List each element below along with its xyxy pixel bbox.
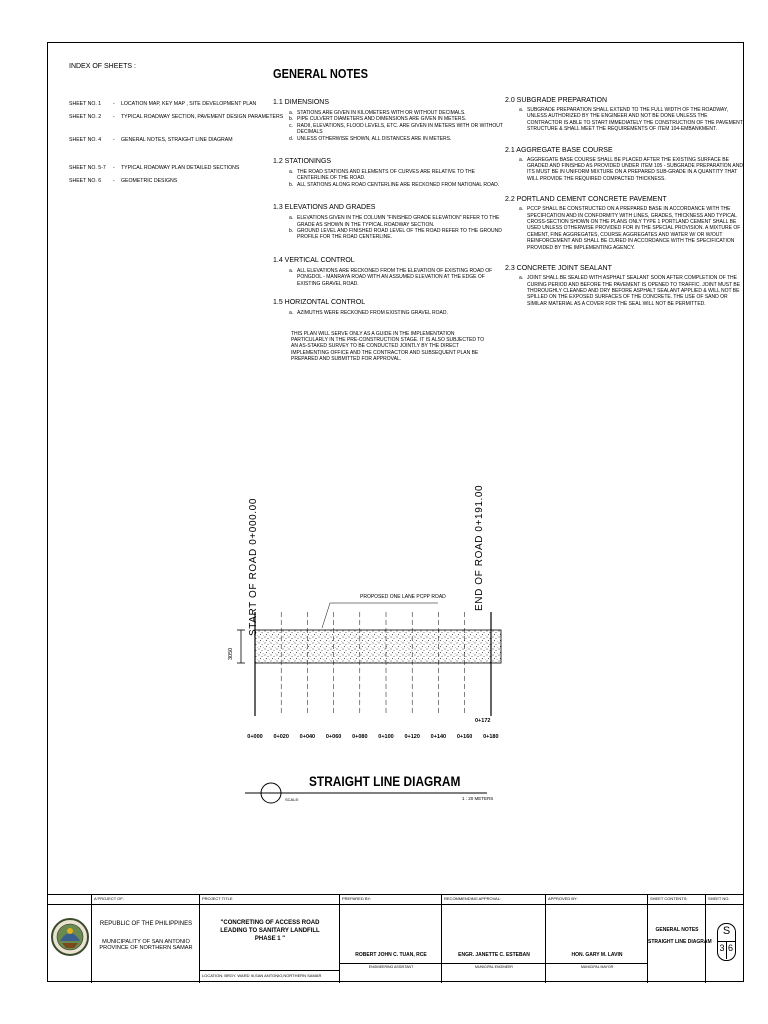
note-item-text: UNLESS OTHERWISE SHOWN, ALL DISTANCES ARE IN METERS. [297, 135, 452, 142]
approved-name: HON. GARY M. LAVIN [571, 952, 623, 958]
note-item-letter: a. [519, 156, 524, 163]
project-of-cell [91, 895, 200, 983]
approved-role: MUNICIPAL MAYOR [580, 965, 614, 969]
index-description: TYPICAL ROADWAY PLAN DETAILED SECTIONS [121, 165, 240, 171]
note-item-text: GROUND LEVEL AND FINISHED ROAD LEVEL OF THE ROAD REFER TO THE GROUND PROFILE FOR THE ROAD CENTERLINE. [297, 228, 502, 241]
index-dash: - [113, 101, 115, 107]
index-dash: - [113, 165, 115, 171]
note-item-letter: a. [289, 310, 294, 317]
note-item-letter: a. [289, 169, 294, 176]
note-item-letter: a. [289, 110, 294, 116]
project-title: "CONCRETING OF ACCESS ROAD LEADING TO SANITARY LANDFILL PHASE 1 " [220, 920, 320, 942]
general-notes-title: GENERAL NOTES [273, 66, 368, 81]
start-of-road-label-wrap [228, 486, 268, 636]
index-sheet-number: SHEET NO. 4 [69, 137, 102, 143]
pccp-heading: 2.2 PORTLAND CEMENT CONCRETE PAVEMENT [505, 196, 667, 204]
note-item-letter: c. [289, 122, 293, 129]
note-item-letter: a. [519, 275, 524, 282]
elevations-heading: 1.3 ELEVATIONS AND GRADES [273, 204, 376, 212]
recommending-divider [442, 963, 546, 964]
note-item-letter: d. [289, 135, 294, 142]
start-of-road-label: START OF ROAD 0+000.00 [248, 498, 259, 636]
approved-cell [545, 895, 648, 983]
note-item-text: THE ROAD STATIONS AND ELEMENTS OF CURVES ARE RELATIVE TO THE CENTERLINE OF THE ROAD. [297, 169, 476, 182]
station-grid [255, 612, 491, 716]
station-labels [247, 734, 498, 740]
prepared-by-cell [339, 895, 442, 983]
project-of-label: A PROJECT OF: [94, 896, 124, 901]
sealant-heading: 2.3 CONCRETE JOINT SEALANT [505, 265, 612, 273]
note-item-text: STATIONS ARE GIVEN IN KILOMETERS WITH OR WITHOUT DECIMALS. [297, 110, 466, 116]
scale-label: SCALE: [285, 797, 300, 802]
recommending-cell [441, 895, 546, 983]
station-label: 0+180 [483, 734, 499, 740]
station-label: 0+020 [273, 734, 289, 740]
note-item-letter: a. [519, 206, 524, 213]
station-label: 0+080 [352, 734, 368, 740]
horizontal-control-heading: 1.5 HORIZONTAL CONTROL [273, 299, 366, 307]
prepared-by-role: ENGINEERING ASSISTANT [368, 965, 414, 969]
sheet-contents-label: SHEET CONTENTS: [650, 896, 688, 901]
diagram-title: STRAIGHT LINE DIAGRAM [309, 773, 461, 789]
sheet-total: 6 [727, 943, 733, 953]
note-item-text: AZIMUTHS WERE RECKONED FROM EXISTING GRAVEL ROAD. [297, 310, 448, 317]
sheet-number-badge [717, 923, 736, 961]
end-of-road-label-wrap [466, 468, 506, 618]
index-sheet-number: SHEET NO. 6 [69, 178, 102, 184]
index-description: LOCATION MAP, KEY MAP , SITE DEVELOPMENT PLAN [121, 101, 257, 107]
index-description: GEOMETRIC DESIGNS [121, 178, 178, 184]
recommending-label: RECOMMENDING APPROVAL: [444, 896, 502, 901]
title-block [47, 894, 744, 982]
sheet-contents-line-2: STRAIGHT LINE DIAGRAM [648, 939, 712, 945]
prepared-by-name: ROBERT JOHN C. TUAN, RCE [355, 952, 427, 958]
note-item-letter: b. [289, 228, 294, 235]
project-title-cell [199, 895, 340, 983]
org-line-1: REPUBLIC OF THE PHILIPPINES [99, 921, 193, 927]
road-pavement [255, 630, 501, 663]
road-label: PROPOSED ONE LANE PCPP ROAD [360, 594, 446, 600]
municipal-seal-icon [50, 899, 90, 977]
project-title-label: PROJECT TITLE [202, 896, 233, 901]
station-label: 0+140 [430, 734, 447, 740]
note-item-text: PCCP SHALL BE CONSTRUCTED ON A PREPARED BASE IN ACCORDANCE WITH THE SPECIFICATION AND IN CONFORMITY WITH LINES, GRADES, THICKNESS AND TYPICAL CROSS-SECTION SHOWN ON THE PLANS ONLY TYPE 1 PORTLAND CEMENT SHALL BE USED UNLESS OTHERWISE PROVIDED FOR IN THE SPECIAL PROVISION. A MIXTURE OF CEMENT, FINE AGGREGATES, COURSE AGGREGATES AND WATER W/ OR W/OUT REINFORCEMENT AND SHALL BE CURED IN ACCORDANCE WITH THE SPECIFICATION PROVIDED BY THE IMPLEMENTING AGENCY. [527, 206, 741, 251]
road-width-label: 3050 [228, 647, 234, 660]
guide-paragraph: THIS PLAN WILL SERVE ONLY AS A GUIDE IN THE IMPLEMENTATION PARTICULARLY IN THE PRE-CONSTRUCTION STAGE. IT IS ALSO SUBJECTED TO AN AS-STAKED SURVEY TO BE CONDUCTED JOINTLY BY THE DIRECT IMPLEMENTING OFFICE AND THE CONTRACTOR AND SUBSEQUENT PLAN BE PREPARED AND SUBMITTED FOR APPROVAL. [291, 330, 485, 363]
org-line-2: MUNICIPALITY OF SAN ANTONIO [102, 939, 190, 945]
index-title: INDEX OF SHEETS : [69, 63, 136, 70]
note-item-text: PIPE CULVERT DIAMETERS AND DIMENSIONS ARE GIVEN IN METERS. [297, 116, 467, 123]
location-divider [200, 970, 340, 971]
note-item-text: SUBGRADE PREPARATION SHALL EXTEND TO THE FULL WIDTH OF THE ROADWAY, UNLESS AUTHORIZED BY THE ENGINEER AND NOT BE DONE UNLESS THE CONTRACTOR IS ABLE TO START IMMEDIATELY THE CONSTRUCTION OF THE PAVEMENT STRUCTURE & SHALL MEET THE REQUIREMENTS OF ITEM 104-EMBANKMENT. [527, 107, 743, 133]
note-item-letter: b. [289, 181, 294, 188]
sheet-number-cell [705, 895, 744, 983]
note-item-text: ALL STATIONS ALONG ROAD CENTERLINE ARE RECKONED FROM NATIONAL ROAD. [297, 181, 500, 188]
index-sheet-number: SHEET NO. 1 [69, 101, 102, 107]
seal-cell [50, 899, 90, 977]
note-item-letter: a. [519, 107, 524, 113]
sheet-number-label: SHEET NO. [708, 896, 730, 901]
note-item-text: ALL ELEVATIONS ARE RECKONED FROM THE ELEVATION OF EXISTING ROAD OF PONGDOL - MANRAYA ROAD WITH AN ASSUMED ELEVATION AT THE EDGE OF EXISTING GRAVEL ROAD. [297, 267, 493, 287]
index-dash: - [113, 178, 115, 184]
dimensions-heading: 1.1 DIMENSIONS [273, 99, 330, 106]
vertical-control-heading: 1.4 VERTICAL CONTROL [273, 256, 355, 264]
extra-station-label: 0+172 [475, 718, 491, 724]
approved-label: APPROVED BY: [548, 896, 578, 901]
recommending-role: MUNICIPAL ENGINEER [475, 965, 513, 969]
note-item-text: ELEVATIONS GIVEN IN THE COLUMN "FINISHED GRADE ELEVATION" REFER TO THE GRADE AS SHOWN IN THE TYPICAL ROADWAY SECTION. [297, 215, 500, 228]
road-label-leader [322, 603, 438, 628]
sheet-number: 3 [719, 943, 725, 953]
subgrade-heading: 2.0 SUBGRADE PREPARATION [505, 97, 608, 104]
station-label: 0+000 [247, 734, 263, 740]
note-item-text: RADII, ELEVATIONS, FLOOD LEVELS, ETC. ARE GIVEN IN METERS WITH OR WITHOUT DECIMALS [297, 122, 503, 136]
stationings-heading: 1.2 STATIONINGS [273, 158, 332, 166]
approved-divider [546, 963, 648, 964]
station-label: 0+040 [299, 734, 316, 740]
location-label: LOCATION: BRGY. WARD III,SAN ANTONIO,NORTHERN SAMAR [202, 973, 322, 978]
index-description: TYPICAL ROADWAY SECTION, PAVEMENT DESIGN PARAMETERS [121, 114, 284, 120]
note-item-letter: a. [289, 267, 294, 274]
station-label: 0+100 [378, 734, 394, 740]
sheet-contents-cell [647, 895, 712, 983]
sheet-contents-line-1: GENERAL NOTES [655, 927, 699, 933]
prepared-divider [340, 963, 442, 964]
index-description: GENERAL NOTES, STRAIGHT LINE DIAGRAM [121, 137, 233, 143]
station-label: 0+120 [404, 734, 420, 740]
end-of-road-label: END OF ROAD 0+191.00 [474, 484, 485, 611]
note-item-letter: b. [289, 116, 294, 123]
note-item-text: JOINT SHALL BE SEALED WITH ASPHALT SEALANT SOON AFTER COMPLETION OF THE CURING PERIOD AND BEFORE THE PAVEMENT IS OPENED TO TRAFFIC. JOINT MUST BE THOROUGHLY CLEANED AND DRY BEFORE ASPHALT SEALANT APPLIED & WILL NOT BE SPILLED ON THE EXPOSED SURFACES OF THE CONCRETE. THE USE OF SAND OR SIMILAR MATERIAL AS A COVER FOR THE SEAL WILL NOT BE PERMITTED. [527, 275, 741, 307]
org-line-3: PROVINCE OF NORTHERN SAMAR [99, 945, 193, 951]
index-dash: - [113, 137, 115, 143]
index-sheet-number: SHEET NO. 5-7 [69, 165, 106, 171]
prepared-by-label: PREPARED BY: [342, 896, 372, 901]
scale-value: 1 : 20 METERS [462, 796, 494, 801]
station-label: 0+160 [456, 734, 473, 740]
aggregate-heading: 2.1 AGGREGATE BASE COURSE [505, 146, 613, 154]
station-label: 0+060 [325, 734, 342, 740]
note-item-letter: a. [289, 215, 294, 222]
index-dash: - [113, 114, 115, 120]
index-sheet-number: SHEET NO. 2 [69, 114, 102, 120]
note-item-text: AGGREGATE BASE COURSE SHALL BE PLACED AFTER THE EXISTING SURFACE BE GRADED AND FINISHED AS PROVIDED UNDER ITEM 105 - SUBGRADE PREPARATION AND ITS MUST BE IN UNIFORM MIXTURE ON A PREPARED SUB-GRADE IN A QUANTITY THAT WILL PROVIDE THE REQUIRED COMPACTED THICKNESS. [527, 156, 743, 182]
sheet-letter: S [722, 925, 731, 937]
recommending-name: ENGR. JANETTE C. ESTEBAN [458, 952, 530, 958]
